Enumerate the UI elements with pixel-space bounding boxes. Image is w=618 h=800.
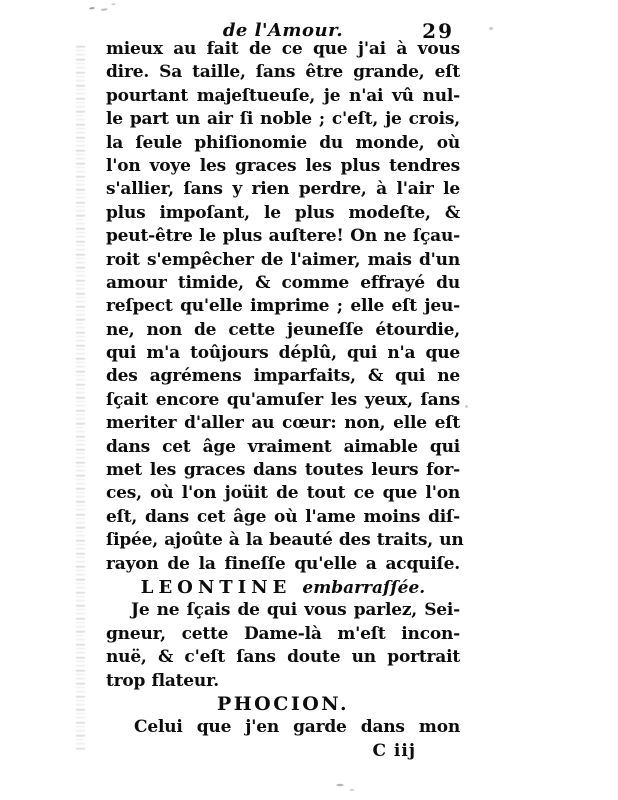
- scan-speck: [489, 27, 493, 30]
- speech-line: amour timide, & comme effrayé du: [106, 272, 460, 293]
- speech-line: meriter d'aller au cœur: non, elle eſt: [106, 413, 460, 434]
- speech-line: ſçait encore qu'amuſer les yeux, ſans: [106, 389, 460, 410]
- speech-line: Celui que j'en garde dans mon: [134, 717, 460, 738]
- text-block: [106, 38, 464, 763]
- speech-line: dans cet âge vraiment aimable qui: [106, 436, 460, 457]
- speech-line: des agrémens imparfaits, & qui ne: [106, 366, 460, 387]
- speech-line: la ſeule phiſionomie du monde, où: [106, 132, 460, 153]
- speech-line: dire. Sa taille, ſans être grande, eſt: [106, 62, 460, 83]
- speech-line: s'allier, ſans y rien perdre, à l'air le: [106, 179, 460, 200]
- speech-line: Je ne ſçais de qui vous parlez, Sei-: [131, 600, 460, 621]
- character-heading-leontine: [106, 576, 460, 599]
- page-number: 29: [422, 19, 454, 43]
- speech-line: reſpect qu'elle imprime ; elle eſt jeu-: [106, 296, 460, 317]
- speech-line: ne, non de cette jeuneſſe étourdie,: [106, 319, 460, 340]
- speech-line: le part un air ſi noble ; c'eſt, je crois,: [106, 109, 460, 130]
- speech-line: pourtant majeſtueuſe, je n'ai vû nul-: [106, 85, 460, 106]
- speech-line: ces, où l'on joüit de tout ce que l'on: [106, 483, 460, 504]
- speech-line: roit s'empêcher de l'aimer, mais d'un: [106, 249, 460, 270]
- speech-line: mieux au fait de ce que j'ai à vous: [106, 39, 460, 59]
- scan-speck: [465, 405, 468, 408]
- speech-line: l'on voye les graces les plus tendres: [106, 155, 460, 176]
- signature-mark: C iij: [372, 740, 416, 761]
- stage-direction: embarraſſée.: [302, 577, 426, 598]
- speech-line: plus impoſant, le plus modeſte, &: [106, 202, 460, 223]
- running-title: de l'Amour.: [222, 20, 344, 41]
- speech-line: met les graces dans toutes leurs for-: [106, 460, 460, 481]
- speech-line: gneur, cette Dame-là m'eſt incon-: [106, 623, 460, 644]
- scan-smudge-top: [83, 1, 118, 17]
- character-name: LEONTINE: [140, 576, 292, 598]
- speech-line: ſipée, ajoûte à la beauté des traits, un: [106, 530, 464, 551]
- speech-line: rayon de la fineſſe qu'elle a acquiſe.: [106, 553, 460, 574]
- scan-smudge-bottom: [330, 781, 360, 793]
- speech-line: qui m'a toûjours déplû, qui n'a que: [106, 343, 460, 364]
- character-heading-phocion: PHOCION.: [216, 692, 350, 715]
- scan-noise-strip: [76, 46, 85, 752]
- speech-line: peut-être le plus auſtere! On ne ſçau-: [106, 226, 460, 247]
- speech-line: eſt, dans cet âge où l'ame moins diſ-: [106, 506, 460, 527]
- speech-line: trop flateur.: [106, 670, 219, 691]
- speech-line: nuë, & c'eſt ſans doute un portrait: [106, 647, 460, 668]
